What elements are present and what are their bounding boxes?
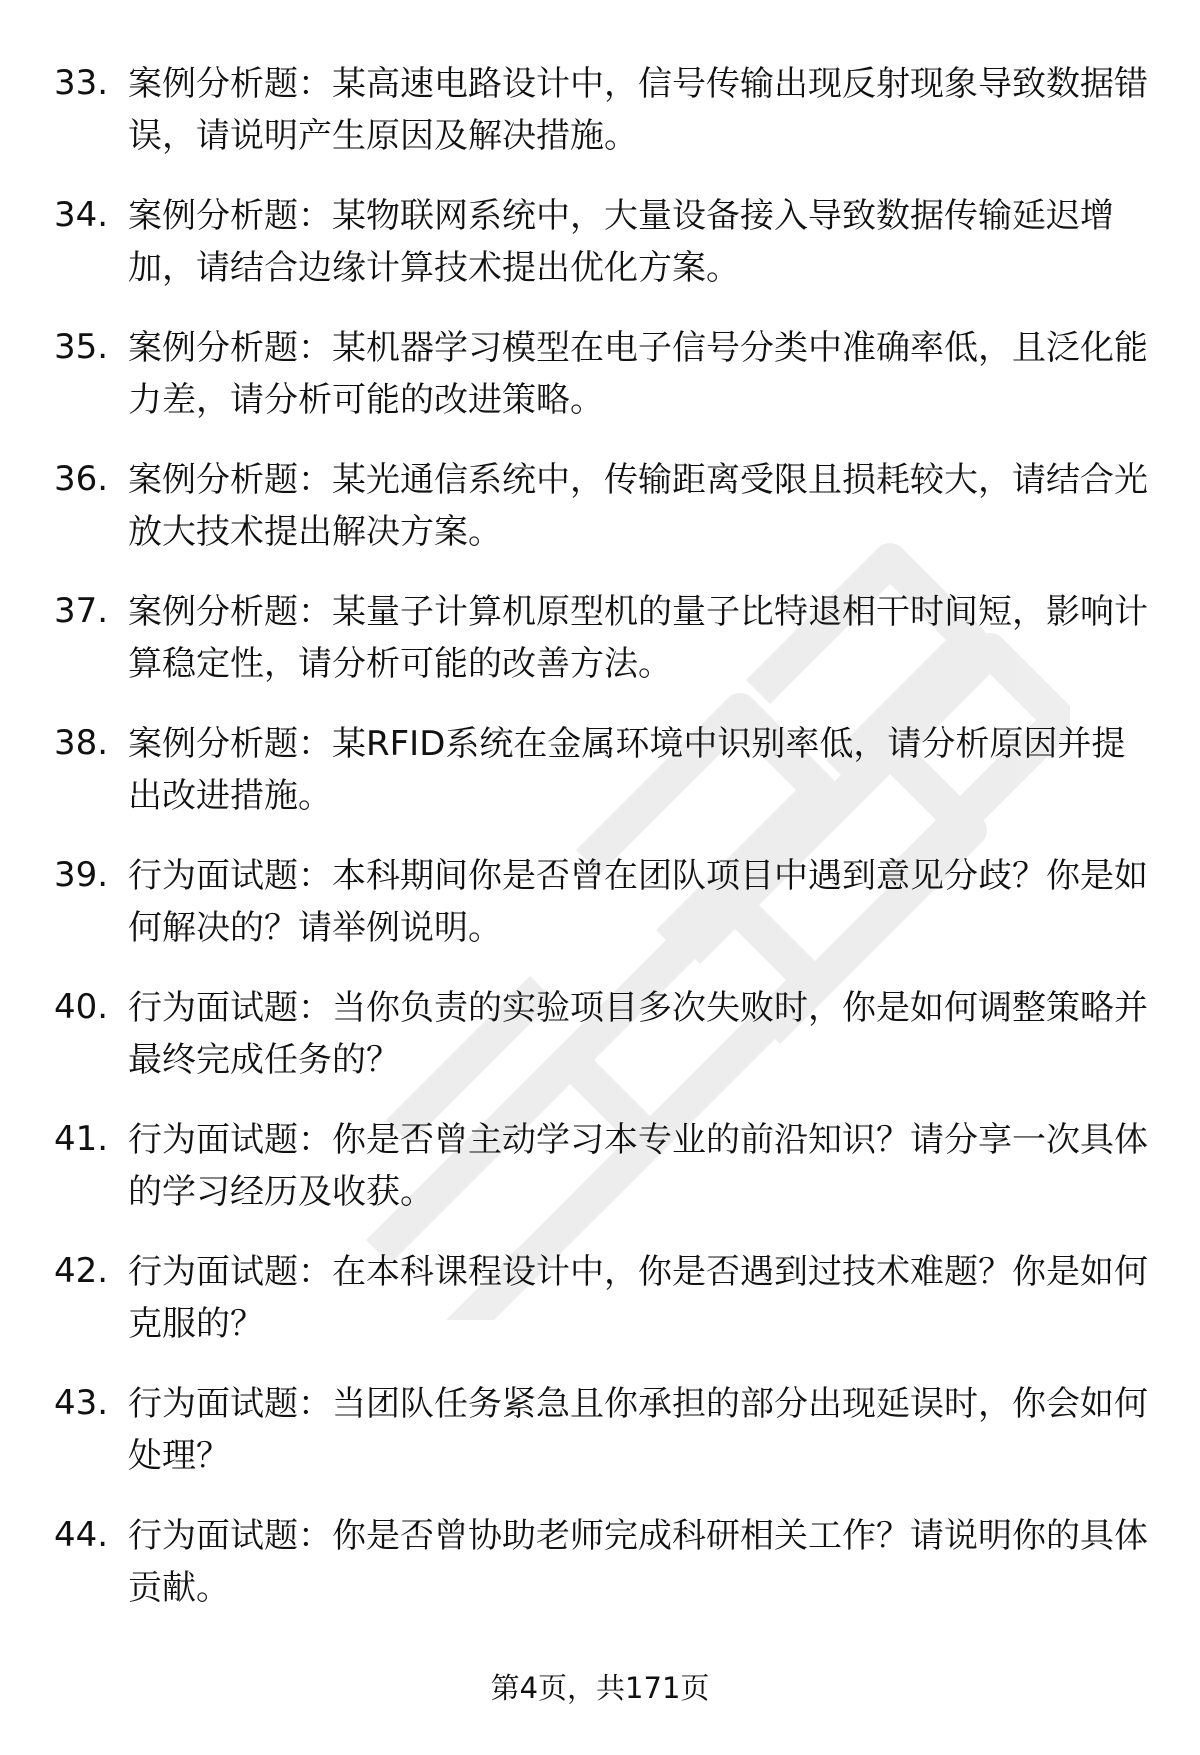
question-text: 案例分析题：某高速电路设计中，信号传输出现反射现象导致数据错误，请说明产生原因及解决措施。 [128,64,1148,156]
question-number: 40. [54,987,109,1027]
question-number: 37. [54,591,109,631]
question-text: 行为面试题：你是否曾协助老师完成科研相关工作？请说明你的具体贡献。 [128,1516,1148,1608]
list-item [0,850,1200,954]
list-item [0,1246,1200,1350]
list-item [0,1378,1200,1482]
list-item [0,1114,1200,1218]
question-text: 案例分析题：某光通信系统中，传输距离受限且损耗较大，请结合光放大技术提出解决方案。 [128,460,1148,552]
question-text: 行为面试题：你是否曾主动学习本专业的前沿知识？请分享一次具体的学习经历及收获。 [128,1120,1148,1212]
question-text: 案例分析题：某机器学习模型在电子信号分类中准确率低，且泛化能力差，请分析可能的改进策略。 [128,328,1148,420]
question-text: 行为面试题：当团队任务紧急且你承担的部分出现延误时，你会如何处理？ [128,1384,1148,1476]
list-item [0,322,1200,426]
list-item [0,586,1200,690]
question-number: 34. [54,195,109,235]
question-number: 33. [54,63,109,103]
page-footer: 第4页，共171页 [490,1671,710,1705]
question-number: 41. [54,1119,109,1159]
question-list [0,58,1200,1642]
list-item [0,718,1200,822]
list-item [0,190,1200,294]
question-number: 35. [54,327,109,367]
question-number: 38. [54,723,109,763]
question-text: 案例分析题：某RFID系统在金属环境中识别率低，请分析原因并提出改进措施。 [128,724,1126,816]
list-item [0,982,1200,1086]
question-number: 42. [54,1251,109,1291]
question-text: 案例分析题：某物联网系统中，大量设备接入导致数据传输延迟增加，请结合边缘计算技术提出优化方案。 [128,196,1114,288]
question-number: 36. [54,459,109,499]
list-item [0,454,1200,558]
question-text: 行为面试题：本科期间你是否曾在团队项目中遇到意见分歧？你是如何解决的？请举例说明。 [128,856,1148,948]
question-number: 43. [54,1383,109,1423]
question-text: 案例分析题：某量子计算机原型机的量子比特退相干时间短，影响计算稳定性，请分析可能的改善方法。 [128,592,1148,684]
question-text: 行为面试题：当你负责的实验项目多次失败时，你是如何调整策略并最终完成任务的？ [128,988,1148,1080]
question-number: 39. [54,855,109,895]
question-number: 44. [54,1515,109,1555]
list-item [0,1510,1200,1614]
list-item [0,58,1200,162]
question-text: 行为面试题：在本科课程设计中，你是否遇到过技术难题？你是如何克服的？ [128,1252,1148,1344]
